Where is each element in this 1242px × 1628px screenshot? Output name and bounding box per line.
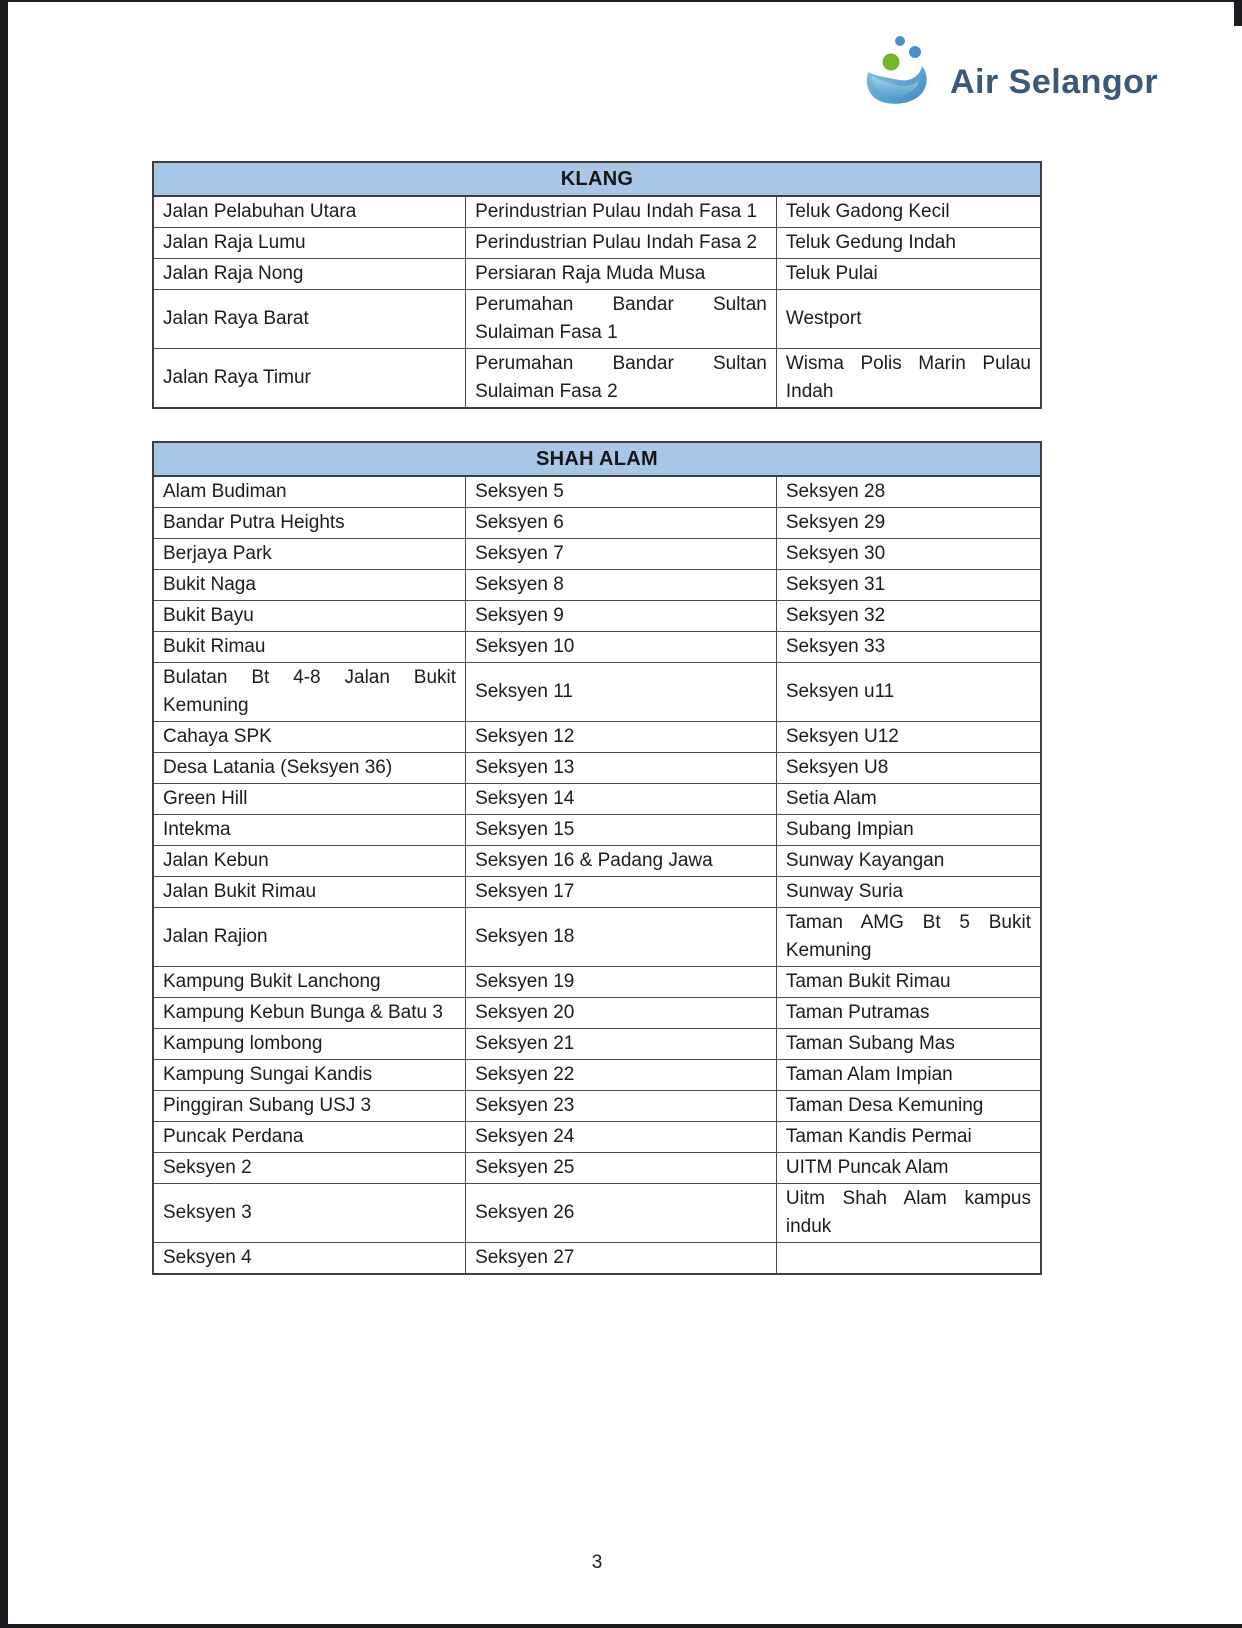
page-edge-top [0, 0, 1242, 2]
water-splash-icon [862, 34, 940, 108]
table-row [153, 998, 1041, 1029]
green-drop-icon [883, 54, 900, 71]
page-edge-top-right [1234, 0, 1242, 26]
table-cell: Perumahan Bandar Sultan Sulaiman Fasa 1 [466, 290, 777, 349]
table-row [153, 290, 1041, 349]
table-cell: Kampung lombong [153, 1029, 466, 1060]
table-row [153, 601, 1041, 632]
table-cell: Bukit Naga [153, 570, 466, 601]
area-tables [152, 161, 1042, 1275]
table-row [153, 722, 1041, 753]
table-cell: Seksyen 27 [466, 1243, 777, 1275]
table-row [153, 1091, 1041, 1122]
table-cell: Kampung Kebun Bunga & Batu 3 [153, 998, 466, 1029]
table-row [153, 508, 1041, 539]
table-cell: Bandar Putra Heights [153, 508, 466, 539]
table-cell: Uitm Shah Alam kampus induk [776, 1184, 1041, 1243]
table-cell: Seksyen 28 [776, 476, 1041, 508]
table-row [153, 908, 1041, 967]
table-row [153, 967, 1041, 998]
shah-alam-table [152, 441, 1042, 1275]
table-cell: Intekma [153, 815, 466, 846]
table-cell: Seksyen 3 [153, 1184, 466, 1243]
table-cell: Jalan Bukit Rimau [153, 877, 466, 908]
table-cell: Berjaya Park [153, 539, 466, 570]
table-cell: Sunway Kayangan [776, 846, 1041, 877]
table-cell: Seksyen 10 [466, 632, 777, 663]
table-cell: Seksyen 20 [466, 998, 777, 1029]
table-cell: Seksyen 11 [466, 663, 777, 722]
table-cell: Seksyen 16 & Padang Jawa [466, 846, 777, 877]
table-cell: Jalan Rajion [153, 908, 466, 967]
bubble-icon [895, 36, 905, 46]
table-cell: Alam Budiman [153, 476, 466, 508]
table-row [153, 259, 1041, 290]
table-row [153, 349, 1041, 409]
table-cell: Taman Subang Mas [776, 1029, 1041, 1060]
table-cell: Seksyen 2 [153, 1153, 466, 1184]
table-row [153, 784, 1041, 815]
table-row [153, 1029, 1041, 1060]
table-row [153, 1122, 1041, 1153]
table-cell: Seksyen U12 [776, 722, 1041, 753]
table-cell: Jalan Pelabuhan Utara [153, 196, 466, 228]
table-cell: Seksyen u11 [776, 663, 1041, 722]
table-row [153, 753, 1041, 784]
table-cell: Taman Alam Impian [776, 1060, 1041, 1091]
table-cell: Bukit Bayu [153, 601, 466, 632]
table-cell: Jalan Raya Timur [153, 349, 466, 409]
table-cell: Jalan Raya Barat [153, 290, 466, 349]
table-cell: Seksyen 5 [466, 476, 777, 508]
table-cell: Puncak Perdana [153, 1122, 466, 1153]
table-cell: Seksyen 32 [776, 601, 1041, 632]
table-row [153, 632, 1041, 663]
table-cell: Seksyen 12 [466, 722, 777, 753]
logo-text: Air Selangor [950, 62, 1159, 101]
table-title: SHAH ALAM [153, 442, 1041, 476]
table-cell: Sunway Suria [776, 877, 1041, 908]
table-cell: Perindustrian Pulau Indah Fasa 2 [466, 228, 777, 259]
table-cell: Seksyen 21 [466, 1029, 777, 1060]
table-cell: Persiaran Raja Muda Musa [466, 259, 777, 290]
table-row [153, 228, 1041, 259]
table-cell: Seksyen 26 [466, 1184, 777, 1243]
table-row [153, 846, 1041, 877]
table-cell: Seksyen 18 [466, 908, 777, 967]
table-cell: Setia Alam [776, 784, 1041, 815]
table-cell: Seksyen 7 [466, 539, 777, 570]
table-row [153, 1243, 1041, 1275]
table-cell: Pinggiran Subang USJ 3 [153, 1091, 466, 1122]
table-cell: UITM Puncak Alam [776, 1153, 1041, 1184]
table-cell: Seksyen 29 [776, 508, 1041, 539]
table-cell: Seksyen 9 [466, 601, 777, 632]
table-row [153, 1153, 1041, 1184]
table-cell: Cahaya SPK [153, 722, 466, 753]
table-cell: Seksyen 24 [466, 1122, 777, 1153]
table-cell: Seksyen 17 [466, 877, 777, 908]
table-row [153, 877, 1041, 908]
table-cell: Desa Latania (Seksyen 36) [153, 753, 466, 784]
table-header-row [153, 162, 1041, 196]
table-cell: Taman Desa Kemuning [776, 1091, 1041, 1122]
table-cell: Westport [776, 290, 1041, 349]
table-cell: Bulatan Bt 4-8 Jalan Bukit Kemuning [153, 663, 466, 722]
table-cell: Taman Putramas [776, 998, 1041, 1029]
table-cell: Seksyen 19 [466, 967, 777, 998]
table-cell: Perindustrian Pulau Indah Fasa 1 [466, 196, 777, 228]
table-cell: Seksyen 6 [466, 508, 777, 539]
table-row [153, 663, 1041, 722]
table-cell: Jalan Raja Nong [153, 259, 466, 290]
table-cell: Teluk Gedung Indah [776, 228, 1041, 259]
table-cell: Taman Bukit Rimau [776, 967, 1041, 998]
table-cell: Taman AMG Bt 5 Bukit Kemuning [776, 908, 1041, 967]
table-cell: Subang Impian [776, 815, 1041, 846]
table-cell: Jalan Kebun [153, 846, 466, 877]
air-selangor-logo [862, 34, 1158, 108]
table-cell: Seksyen 14 [466, 784, 777, 815]
table-row [153, 196, 1041, 228]
klang-table [152, 161, 1042, 409]
table-cell: Perumahan Bandar Sultan Sulaiman Fasa 2 [466, 349, 777, 409]
table-cell: Seksyen 23 [466, 1091, 777, 1122]
bubble-icon [909, 46, 921, 58]
table-cell: Seksyen 22 [466, 1060, 777, 1091]
table-row [153, 570, 1041, 601]
table-cell: Seksyen 13 [466, 753, 777, 784]
page-edge-bottom [0, 1624, 1242, 1628]
table-header-row [153, 442, 1041, 476]
table-cell: Seksyen U8 [776, 753, 1041, 784]
table-cell: Teluk Gadong Kecil [776, 196, 1041, 228]
table-cell: Seksyen 31 [776, 570, 1041, 601]
table-row [153, 1184, 1041, 1243]
table-cell: Seksyen 8 [466, 570, 777, 601]
table-row [153, 539, 1041, 570]
table-cell: Bukit Rimau [153, 632, 466, 663]
page-number: 3 [591, 1552, 603, 1573]
table-cell: Teluk Pulai [776, 259, 1041, 290]
table-row [153, 1060, 1041, 1091]
table-cell: Seksyen 30 [776, 539, 1041, 570]
table-cell: Green Hill [153, 784, 466, 815]
table-gap [152, 409, 1042, 441]
table-cell: Taman Kandis Permai [776, 1122, 1041, 1153]
page-edge-left [0, 0, 8, 1628]
table-cell: Seksyen 15 [466, 815, 777, 846]
table-cell: Kampung Sungai Kandis [153, 1060, 466, 1091]
table-cell: Kampung Bukit Lanchong [153, 967, 466, 998]
table-cell: Seksyen 25 [466, 1153, 777, 1184]
table-cell: Seksyen 33 [776, 632, 1041, 663]
table-row [153, 815, 1041, 846]
table-cell: Jalan Raja Lumu [153, 228, 466, 259]
table-cell: Seksyen 4 [153, 1243, 466, 1275]
table-cell [776, 1243, 1041, 1275]
table-title: KLANG [153, 162, 1041, 196]
table-cell: Wisma Polis Marin Pulau Indah [776, 349, 1041, 409]
table-row [153, 476, 1041, 508]
